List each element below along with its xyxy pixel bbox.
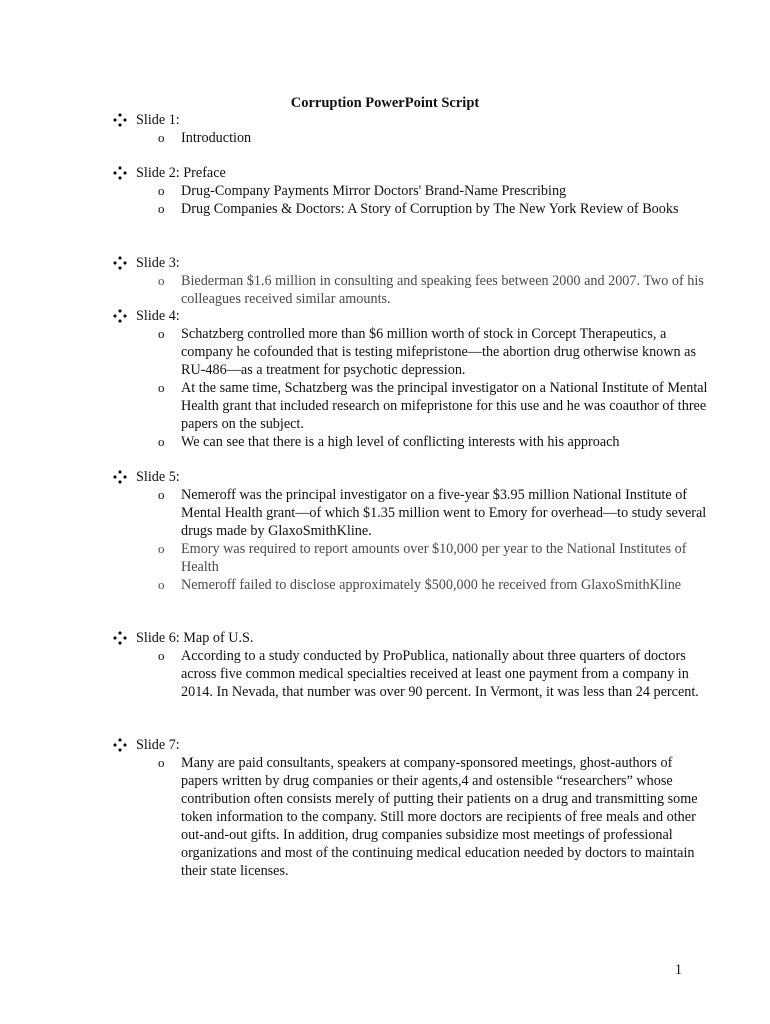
item-text: Drug-Company Payments Mirror Doctors' Brand-Name Prescribing [181, 183, 567, 199]
item-text: Nemeroff was the principal investigator on a five-year $3.95 million National Institute of Mental Health grant—of which $1.35 million went to Emory for overhead—to study several drugs made by GlaxoSmithKline. [181, 487, 707, 539]
slide-section-7 [112, 736, 712, 880]
item-text: Emory was required to report amounts over $10,000 per year to the National Institutes of Health [181, 541, 687, 575]
list-item [112, 754, 712, 880]
four-diamond-bullet-icon [112, 165, 128, 181]
slide-heading-row [112, 111, 712, 129]
list-item [112, 433, 712, 451]
list-item [112, 129, 712, 147]
item-text: We can see that there is a high level of conflicting interests with his approach [181, 434, 620, 450]
item-text: Nemeroff failed to disclose approximately $500,000 he received from GlaxoSmithKline [181, 577, 682, 593]
slide-heading: Slide 3: [136, 255, 180, 271]
sub-bullet-icon: o [158, 577, 165, 592]
slide-section-6 [112, 629, 712, 701]
four-diamond-bullet-icon [112, 112, 128, 128]
item-text: At the same time, Schatzberg was the principal investigator on a National Institute of Mental Health grant that included research on mifepristone for this use and he was coauthor of three papers on the subject. [181, 380, 708, 432]
four-diamond-bullet-icon [112, 737, 128, 753]
sub-bullet-icon: o [158, 130, 165, 145]
slide-heading: Slide 6: Map of U.S. [136, 630, 254, 646]
slide-heading-row [112, 254, 712, 272]
four-diamond-bullet-icon [112, 255, 128, 271]
sub-bullet-icon: o [158, 380, 165, 395]
slide-heading-row [112, 468, 712, 486]
item-text: Introduction [181, 130, 252, 146]
page-number: 1 [674, 962, 682, 978]
four-diamond-bullet-icon [112, 630, 128, 646]
slide-heading: Slide 5: [136, 469, 180, 485]
sub-bullet-icon: o [158, 201, 165, 216]
list-item [112, 325, 712, 379]
item-text: According to a study conducted by ProPublica, nationally about three quarters of doctors across five common medical specialties received at least one payment from a company in 2014. In Nevada, that number was over 90 percent. In Vermont, it was less than 24 percent. [181, 648, 699, 700]
list-item [112, 647, 712, 701]
slide-heading-row [112, 629, 712, 647]
sub-bullet-icon: o [158, 755, 165, 770]
slide-section-3 [112, 254, 712, 308]
item-text: Biederman $1.6 million in consulting and speaking fees between 2000 and 2007. Two of his colleagues received similar amounts. [181, 273, 704, 307]
list-item [112, 200, 712, 218]
slide-heading: Slide 1: [136, 112, 180, 128]
slide-heading: Slide 2: Preface [136, 165, 226, 181]
sub-bullet-icon: o [158, 487, 165, 502]
slide-heading: Slide 7: [136, 737, 180, 753]
slide-section-4 [112, 307, 712, 451]
slide-section-2 [112, 164, 712, 218]
four-diamond-bullet-icon [112, 469, 128, 485]
item-text: Drug Companies & Doctors: A Story of Corruption by The New York Review of Books [181, 201, 679, 217]
list-item [112, 379, 712, 433]
list-item [112, 486, 712, 540]
list-item [112, 576, 712, 594]
sub-bullet-icon: o [158, 541, 165, 556]
list-item [112, 182, 712, 200]
four-diamond-bullet-icon [112, 308, 128, 324]
slide-heading: Slide 4: [136, 308, 180, 324]
slide-heading-row [112, 307, 712, 325]
slide-section-1 [112, 111, 712, 147]
sub-bullet-icon: o [158, 434, 165, 449]
sub-bullet-icon: o [158, 183, 165, 198]
sub-bullet-icon: o [158, 648, 165, 663]
slide-heading-row [112, 164, 712, 182]
item-text: Many are paid consultants, speakers at company-sponsored meetings, ghost-authors of papers written by drug companies or their agents,4 and ostensible “researchers” whose contribution often consists merely of putting their patients on a drug and transmitting some token information to the company. Still more doctors are recipients of free meals and other out-and-out gifts. In addition, drug companies subsidize most meetings of professional organizations and most of the continuing medical education needed by doctors to maintain their state licenses. [181, 755, 698, 879]
document-title: Corruption PowerPoint Script [290, 95, 480, 111]
slide-section-5 [112, 468, 712, 594]
sub-bullet-icon: o [158, 273, 165, 288]
slide-heading-row [112, 736, 712, 754]
sub-bullet-icon: o [158, 326, 165, 341]
item-text: Schatzberg controlled more than $6 million worth of stock in Corcept Therapeutics, a company he cofounded that is testing mifepristone—the abortion drug otherwise known as RU-486—as a treatment for psychotic depression. [181, 326, 696, 378]
list-item [112, 540, 712, 576]
list-item [112, 272, 712, 308]
